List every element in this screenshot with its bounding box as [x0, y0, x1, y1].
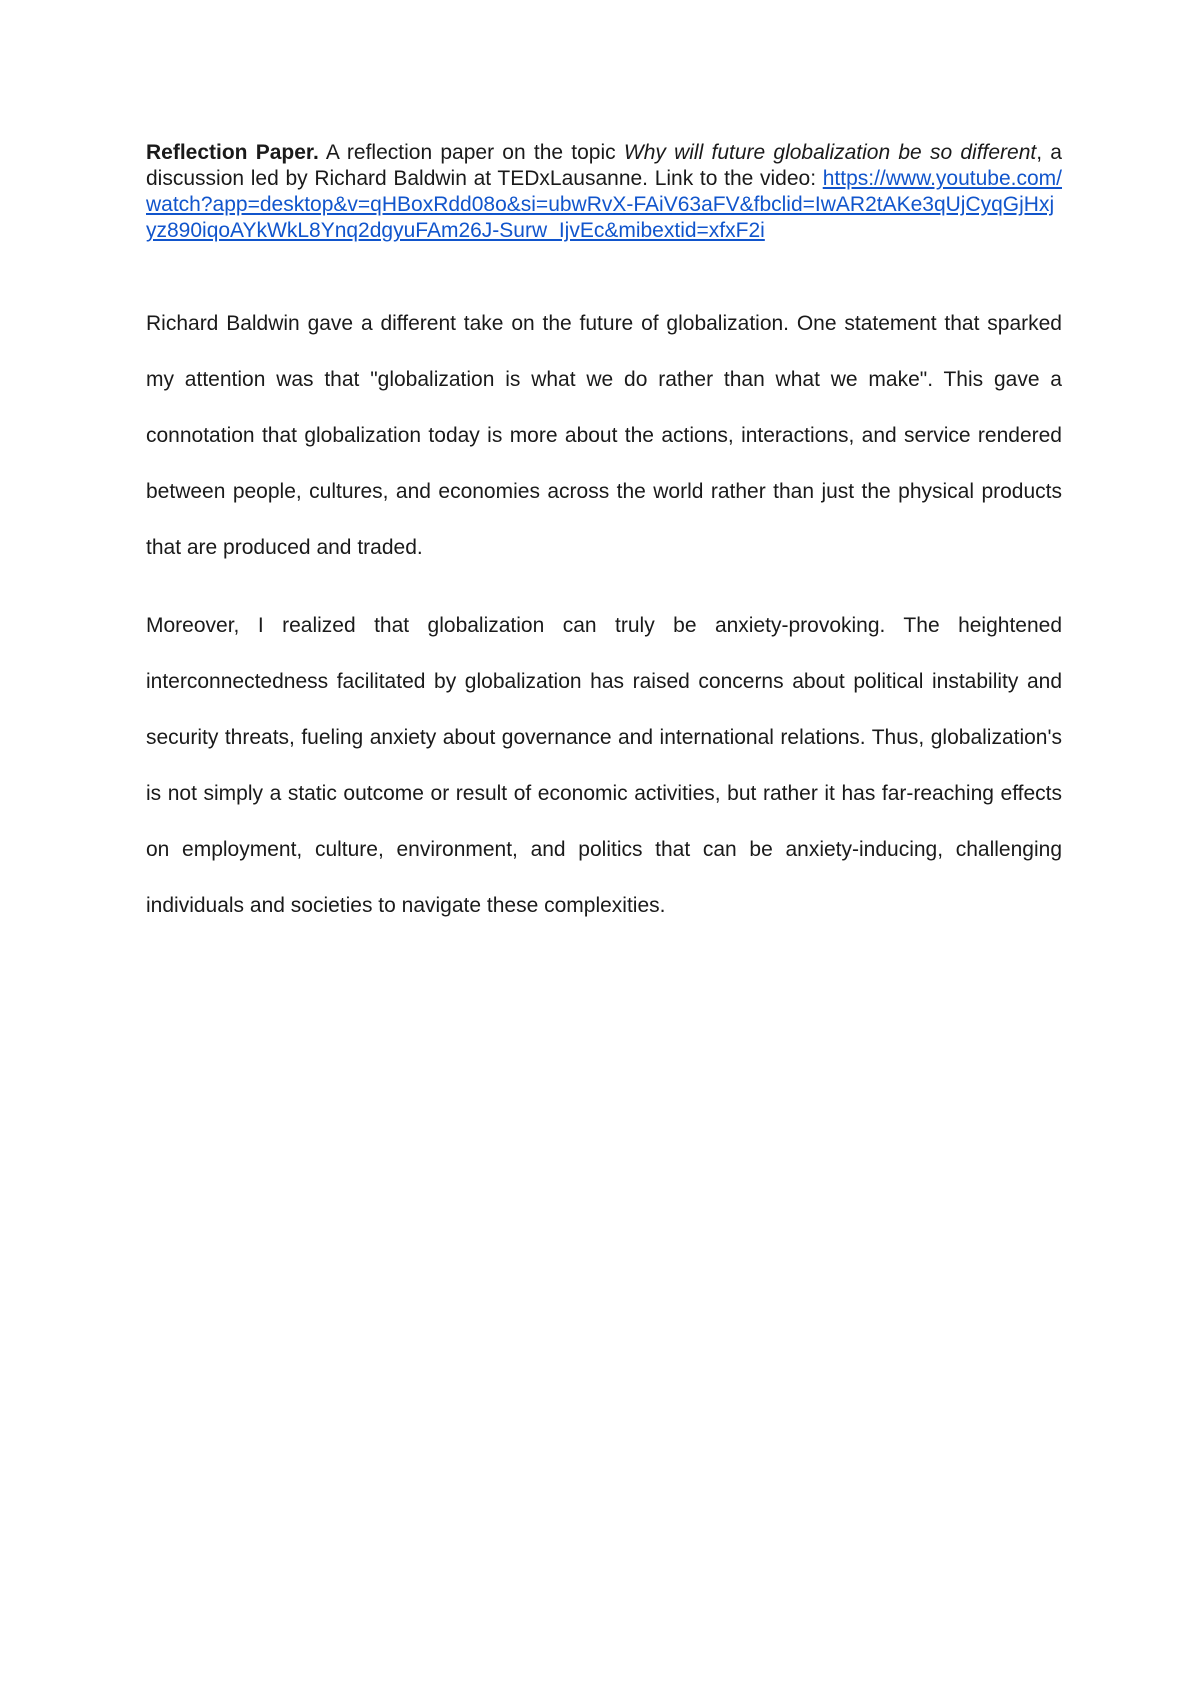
header-intro: A reflection paper on the topic — [318, 141, 624, 164]
header-paragraph — [146, 140, 1062, 244]
document-content — [146, 140, 1062, 934]
topic-title: Why will future globalization be so different — [623, 141, 1037, 164]
body-paragraph-1: Richard Baldwin gave a different take on the future of globalization. One statement that sparked my attention was that "globalization is what we do rather than what we make". This gave a connotation that globalization today is more about the actions, interactions, and service rendered between people, cultures, and economies across the world rather than just the physical products that are produced and traded. — [146, 312, 1062, 559]
video-link[interactable]: https://www.youtube.com/watch?app=desktop&v=qHBoxRdd08o&si=ubwRvX-FAiV63aFV&fbclid=IwAR2tAKe3qUjCyqGjHxjyz890iqoAYkWkL8Ynq2dgyuFAm26J-Surw_IjvEc&mibextid=xfxF2i — [146, 167, 1062, 242]
header-after-topic: , a discussion led by Richard Baldwin at TEDxLausanne. Link to the video: — [146, 141, 1062, 190]
paper-title: Reflection Paper. — [146, 141, 319, 164]
body-paragraph-2: Moreover, I realized that globalization can truly be anxiety-provoking. The heightened interconnectedness facilitated by globalization has raised concerns about political instability and security threats, fueling anxiety about governance and international relations. Thus, globalization's is not simply a static outcome or result of economic activities, but rather it has far-reaching effects on employment, culture, environment, and politics that can be anxiety-inducing, challenging individuals and societies to navigate these complexities. — [146, 614, 1062, 917]
